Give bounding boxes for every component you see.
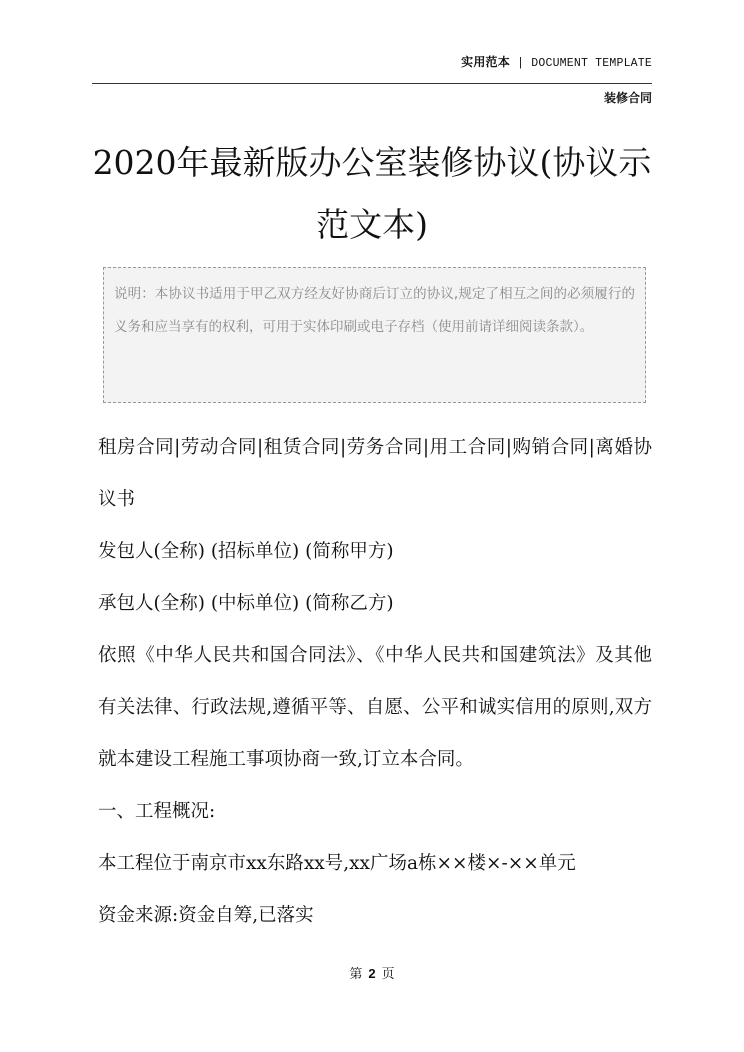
notice-box: 说明：本协议书适用于甲乙双方经友好协商后订立的协议,规定了相互之间的必须履行的义务和应当享有的权利，可用于实体印刷或电子存档（使用前请详细阅读条款）。 — [103, 267, 646, 403]
paragraph-party-b: 承包人(全称) (中标单位) (简称乙方) — [98, 593, 394, 614]
footer-prefix: 第 — [349, 967, 363, 982]
document-title: 2020年最新版办公室装修协议(协议示范文本) — [92, 143, 652, 244]
header-label — [461, 53, 652, 70]
document-body — [98, 422, 652, 942]
paragraph-funding: 资金来源:资金自筹,已落实 — [98, 905, 314, 926]
header-category: 装修合同 — [603, 91, 652, 105]
paragraph-party-a: 发包人(全称) (招标单位) (简称甲方) — [98, 541, 394, 562]
paragraph-legal-basis: 依照《中华人民共和国合同法》、《中华人民共和国建筑法》及其他有关法律、行政法规,遵循平等、自愿、公平和诚实信用的原则,双方就本建设工程施工事项协商一致,订立本合同。 — [98, 645, 652, 770]
section-heading-overview: 一、工程概况: — [98, 801, 216, 822]
page-footer — [0, 963, 744, 982]
page-number: 2 — [368, 966, 376, 981]
header-divider — [92, 83, 652, 84]
header-separator: | — [509, 57, 532, 70]
footer-suffix: 页 — [381, 967, 395, 982]
paragraph-contract-types: 租房合同|劳动合同|租赁合同|劳务合同|用工合同|购销合同|离婚协议书 — [98, 437, 652, 510]
header-brand-cn: 实用范本 — [461, 55, 510, 69]
header-brand-en: DOCUMENT TEMPLATE — [531, 57, 652, 70]
paragraph-location: 本工程位于南京市xx东路xx号,xx广场a栋××楼×-××单元 — [98, 853, 576, 874]
